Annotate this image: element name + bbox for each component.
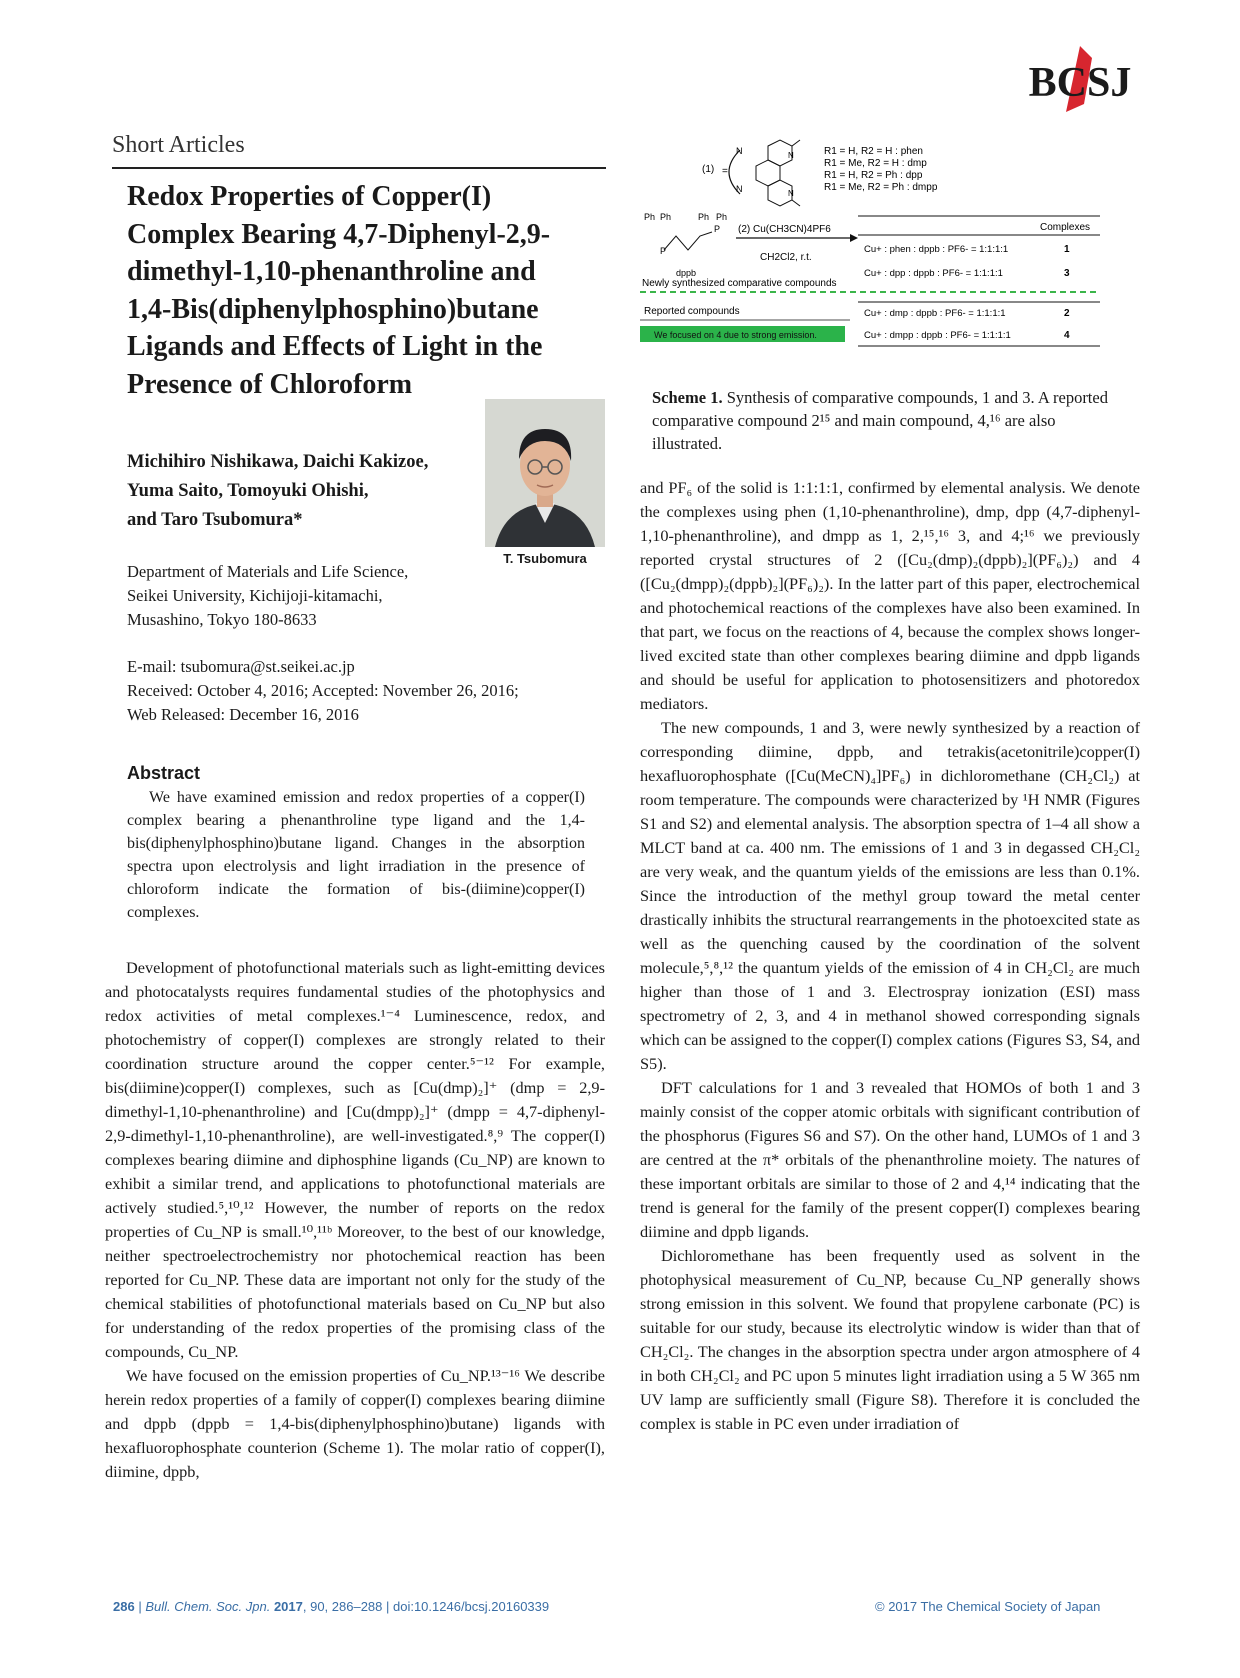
- body-paragraph: and PF₆ of the solid is 1:1:1:1, confirmed by elemental analysis. We denote the complexes using phen (1,10-phenanthroline), dmp, dpp (4,7-diphenyl-1,10-phenanthroline), and dmpp as 1, 2,¹⁵,¹⁶ 3, and 4;¹⁶ we previously reported crystal structures of 2 ([Cu₂(dmp)₂(dppb)₂](PF₆)₂) and 4 ([Cu₂(dmpp)₂(dppb)₂](PF₆)₂). In the latter part of this paper, electrochemical and photochemical reactions of the complexes have also been examined. In that part, we focus on the reactions of 4, because the complex shows longer-lived excited state than other complexes bearing diimine and dppb ligands and should be useful for application to photosensitizers and photoredox mediators.: [640, 478, 1140, 713]
- affiliation-line: Musashino, Tokyo 180-8633: [127, 610, 317, 629]
- ph-label: Ph: [644, 212, 656, 222]
- equals-sign: =: [722, 166, 728, 177]
- new-compounds-label: Newly synthesized comparative compounds: [642, 278, 837, 289]
- email-line: E-mail: tsubomura@st.seikei.ac.jp: [127, 657, 355, 676]
- footer-year: 2017: [273, 1599, 303, 1614]
- ph-label: Ph: [660, 212, 672, 222]
- footer-citation: [113, 1599, 549, 1614]
- author-list: [127, 448, 428, 535]
- logo-text: BCSJ: [1028, 60, 1132, 106]
- body-paragraph: Dichloromethane has been frequently used as solvent in the photophysical measurement of Cu_NP, because Cu_NP generally shows strong emission in this solvent. We found that propylene carbonate (PC) is suitable for our study, because its electrolytic window is wider than that of CH₂Cl₂. The changes in the absorption spectra under argon atmosphere of 4 in both CH₂Cl₂ and PC upon 5 minutes light irradiation using a 5 W 365 nm UV lamp are sufficiently small (Figure S8). Therefore it is concluded the complex is stable in PC even under irradiation of: [640, 1246, 1140, 1433]
- phen-n-atom: N: [788, 189, 794, 198]
- author-line: Michihiro Nishikawa, Daichi Kakizoe,: [127, 452, 429, 472]
- r-group-labels: [824, 146, 938, 193]
- complex-number: 4: [1064, 330, 1070, 341]
- p-atom: P: [660, 246, 667, 256]
- complex-formula: Cu+ : phen : dppb : PF6- = 1:1:1:1: [864, 244, 1009, 255]
- dppb-structure: [644, 212, 727, 278]
- body-paragraph: DFT calculations for 1 and 3 revealed that HOMOs of both 1 and 3 mainly consist of the copper atomic orbitals with significant contribution of the phosphorus (Figures S6 and S7). On the other hand, LUMOs of 1 and 3 are centred at the π* orbitals of the phenanthroline moiety. The natures of these important orbitals are similar to those of 2 and 4,¹⁴ indicating that the trend is general for the family of the present copper(I) complexes bearing diimine and dppb ligands.: [640, 1078, 1140, 1241]
- author-portrait-illustration: [485, 399, 605, 547]
- r-label: R1 = Me, R2 = Ph : dmpp: [824, 182, 938, 193]
- p-atom: P: [714, 224, 721, 234]
- solvent-label: CH2Cl2, r.t.: [760, 252, 812, 263]
- contact-info: [127, 655, 519, 727]
- complexes-header: Complexes: [1040, 222, 1091, 233]
- footer-copyright: © 2017 The Chemical Society of Japan: [875, 1599, 1101, 1614]
- author-line: Yuma Saito, Tomoyuki Ohishi,: [127, 481, 369, 501]
- dppb-label: dppb: [676, 268, 697, 278]
- scheme-n-atom: N: [736, 184, 743, 194]
- journal-name: Bull. Chem. Soc. Jpn.: [145, 1599, 271, 1614]
- title-line: dimethyl-1,10-phenanthroline and: [127, 256, 536, 287]
- ph-label: Ph: [716, 212, 728, 222]
- ph-label: Ph: [698, 212, 710, 222]
- title-line: Redox Properties of Copper(I): [127, 181, 492, 212]
- body-paragraph: The new compounds, 1 and 3, were newly synthesized by a reaction of corresponding diimine, dppb, and tetrakis(acetonitrile)copper(I) hexafluorophosphate ([Cu(MeCN)₄]PF₆) in dichloromethane (CH₂Cl₂) at room temperature. The compounds were characterized by ¹H NMR (Figures S1 and S2) and elemental analysis. The absorption spectra of 1–4 all show a MLCT band at ca. 400 nm. The emissions of 1 and 3 in degassed CH₂Cl₂ are very weak, and the quantum yields of the emissions are less than 0.1%. Since the introduction of the methyl group toward the metal center drastically inhibits the structural rearrangements in the photoexcited state as well as the quenching caused by the coordination of the solvent molecule,⁵,⁸,¹² the quantum yields of the emission of 4 in CH₂Cl₂ are much higher than those of 1 and 3. Electrospray ionization (ESI) mass spectrometry of 2, 3, and 4 in methanol showed corresponding signals which can be assigned to the copper(I) complex cations (Figures S3, S4, and S5).: [640, 718, 1140, 1073]
- r-label: R1 = H, R2 = Ph : dpp: [824, 170, 923, 181]
- article-title: [127, 178, 607, 403]
- arrow-head: [850, 234, 858, 242]
- body-paragraph: We have focused on the emission properties of Cu_NP.¹³⁻¹⁶ We describe herein redox properties of a family of copper(I) complexes bearing diimine and dppb (dppb = 1,4-bis(diphenylphosphino)butane) ligands with hexafluorophosphate counterion (Scheme 1). The molar ratio of copper(I), diimine, dppb,: [105, 1366, 605, 1481]
- received-line: Received: October 4, 2016; Accepted: November 26, 2016;: [127, 681, 519, 700]
- title-line: 1,4-Bis(diphenylphosphino)butane: [127, 293, 539, 325]
- page-number: 286: [113, 1599, 135, 1614]
- scheme-step1: (1): [702, 164, 715, 175]
- photo-caption: T. Tsubomura: [503, 551, 587, 566]
- complex-number: 2: [1064, 308, 1070, 319]
- body-paragraph: Development of photofunctional materials such as light-emitting devices and photocatalysts requires fundamental studies of the photophysics and redox activities of metal complexes.¹⁻⁴ Luminescence, redox, and photochemistry of copper(I) complexes are strongly related to their coordination structure around the copper center.⁵⁻¹² For example, bis(diimine)copper(I) complexes, such as [Cu(dmp)₂]⁺ (dmp = 2,9-dimethyl-1,10-phenanthroline) and [Cu(dmpp)₂]⁺ (dmpp = 4,7-diphenyl-2,9-dimethyl-1,10-phenanthroline), are well-investigated.⁸,⁹ The copper(I) complexes bearing diimine and diphosphine ligands (Cu_NP) are known to exhibit a similar trend, and applications to photofunctional materials are actively studied.⁵,¹⁰,¹² However, the number of reports on the redox properties of Cu_NP is small.¹⁰,¹¹ᵇ Moreover, to the best of our knowledge, neither spectroelectrochemistry nor photochemical reaction has been reported for Cu_NP. These data are important not only for the study of the chemical stabilities of photofunctional materials based on Cu_NP but also for understanding of the redox properties of the promising class of the compounds, Cu_NP.: [105, 958, 605, 1361]
- scheme-caption-label: Scheme 1.: [652, 388, 723, 407]
- author-photo: [485, 399, 605, 547]
- footer-doi: , 90, 286–288 | doi:10.1246/bcsj.20160339: [302, 1599, 550, 1614]
- body-right-column: [640, 476, 1140, 1436]
- focus-label: We focused on 4 due to strong emission.: [654, 330, 817, 340]
- complex-formula: Cu+ : dmp : dppb : PF6- = 1:1:1:1: [864, 308, 1006, 319]
- r-label: R1 = Me, R2 = H : dmp: [824, 158, 927, 169]
- reported-compounds-label: Reported compounds: [644, 306, 740, 317]
- abstract-text: We have examined emission and redox properties of a copper(I) complex bearing a phenanthroline type ligand and the 1,4-bis(diphenylphosphino)butane ligand. Changes in the absorption spectra upon electrolysis and light irradiation in the presence of chloroform indicate the formation of bis-(diimine)copper(I) complexes.: [127, 789, 585, 921]
- affiliation: [127, 560, 408, 632]
- affiliation-line: Seikei University, Kichijoji-kitamachi,: [127, 586, 383, 605]
- title-line: Ligands and Effects of Light in the: [127, 331, 543, 362]
- abstract-heading: Abstract: [127, 763, 201, 783]
- journal-logo: [1018, 44, 1142, 114]
- scheme-caption-text: Synthesis of comparative compounds, 1 and 3. A reported comparative compound 2¹⁵ and main compound, 4,¹⁶ are also illustrated.: [652, 388, 1108, 453]
- section-divider: [112, 167, 606, 169]
- body-left-column: [105, 956, 605, 1484]
- scheme-caption: [652, 386, 1117, 455]
- scheme-n-atom: N: [736, 146, 743, 156]
- footer-separator: |: [138, 1599, 146, 1614]
- affiliation-line: Department of Materials and Life Science,: [127, 562, 409, 581]
- title-line: Presence of Chloroform: [127, 368, 413, 400]
- released-line: Web Released: December 16, 2016: [127, 705, 359, 724]
- complex-number: 1: [1064, 244, 1070, 255]
- phen-n-atom: N: [788, 151, 794, 160]
- complex-formula: Cu+ : dmpp : dppb : PF6- = 1:1:1:1: [864, 330, 1011, 341]
- complex-number: 3: [1064, 268, 1070, 279]
- title-line: Complex Bearing 4,7-Diphenyl-2,9-: [127, 218, 551, 250]
- scheme-1-diagram: [640, 132, 1140, 377]
- complex-formula: Cu+ : dpp : dppb : PF6- = 1:1:1:1: [864, 268, 1003, 279]
- reagent-label: (2) Cu(CH3CN)4PF6: [738, 224, 831, 235]
- r-label: R1 = H, R2 = H : phen: [824, 146, 923, 157]
- author-line: and Taro Tsubomura*: [127, 510, 303, 530]
- section-label: Short Articles: [112, 132, 245, 158]
